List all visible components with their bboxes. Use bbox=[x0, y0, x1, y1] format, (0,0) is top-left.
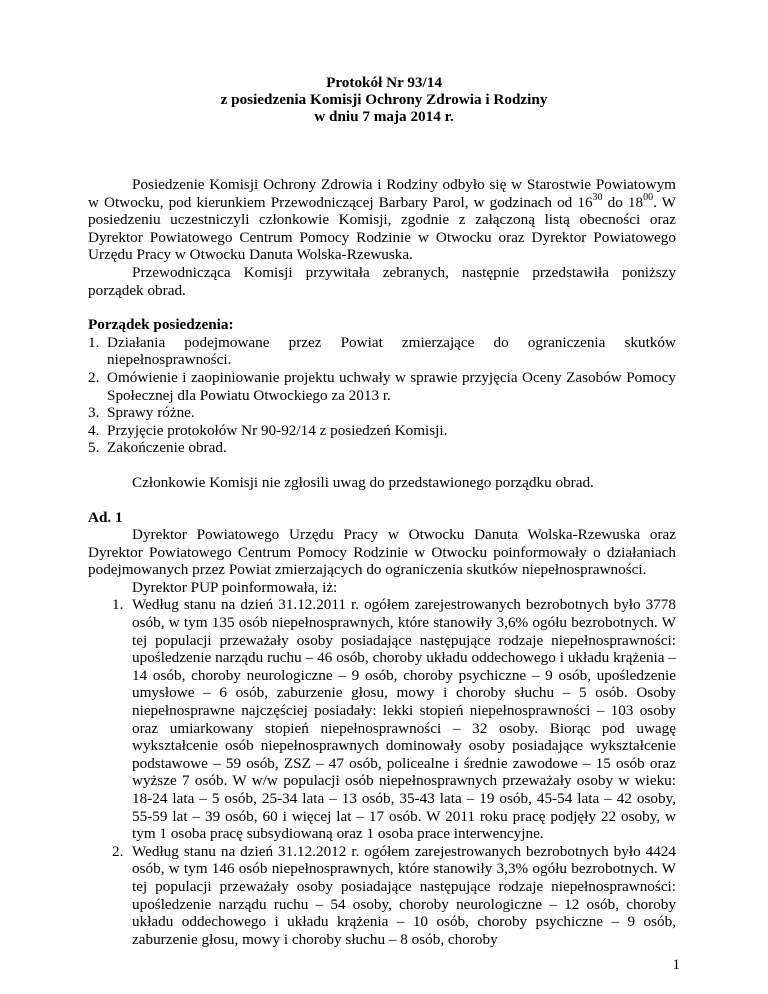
no-remarks-paragraph: Członkowie Komisji nie zgłosili uwag do przedstawionego porządku obrad. bbox=[132, 473, 594, 491]
agenda-list bbox=[88, 334, 676, 457]
agenda-item: 2. Omówienie i zaopiniowanie projektu uchwały w sprawie przyjęcia Oceny Zasobów Pomocy Społecznej dla Powiatu Otwockiego za 2013 r. bbox=[88, 368, 676, 404]
pup-list-item: 2. Według stanu na dzień 31.12.2012 r. ogółem zarejestrowanych bezrobotnych było 4424 osób, w tym 146 osób niepełnosprawnych, które stanowiły 3,3% ogółu bezrobotnych. W tej populacji przeważały osoby posiadające następujące rodzaje niepełnosprawności: upośledzenie narządu ruchu – 54 osoby, choroby neurologiczne – 12 osób, choroby układu oddechowego i układu krążenia – 10 osób, choroby psychiczne – 9 osób, zaburzenie głosu, mowy i choroby słuchu – 8 osób, choroby bbox=[112, 842, 676, 948]
pup-list bbox=[88, 596, 676, 948]
ad1-heading: Ad. 1 bbox=[88, 508, 123, 526]
agenda-item: 3. Sprawy różne. bbox=[88, 404, 195, 422]
intro-paragraph-2: Przewodnicząca Komisji przywitała zebranych, następnie przedstawiła poniższy porządek obrad. bbox=[88, 263, 676, 299]
agenda-item: 4. Przyjęcie protokołów Nr 90-92/14 z posiedzeń Komisji. bbox=[88, 421, 448, 439]
title-line-1: Protokół Nr 93/14 bbox=[326, 74, 442, 91]
ad1-paragraph-2: Dyrektor PUP poinformowała, iż: bbox=[132, 578, 338, 596]
title-line-3: w dniu 7 maja 2014 r. bbox=[314, 108, 454, 125]
page-number: 1 bbox=[672, 957, 680, 973]
document-body bbox=[88, 176, 676, 948]
title-line-2: z posiedzenia Komisji Ochrony Zdrowia i Rodziny bbox=[220, 91, 548, 108]
ad1-paragraph: Dyrektor Powiatowego Urzędu Pracy w Otwocku Danuta Wolska-Rzewuska oraz Dyrektor Powiatowego Centrum Pomocy Rodzinie w Otwocku poinformowały o działaniach podejmowanych przez Powiat zmierzających do ograniczenia skutków niepełnosprawności. bbox=[88, 526, 676, 579]
document-title bbox=[0, 74, 768, 125]
intro-paragraph: Posiedzenie Komisji Ochrony Zdrowia i Rodziny odbyło się w Starostwie Powiatowym w Otwocku, pod kierunkiem Przewodniczącej Barbary Parol, w godzinach od $16^{30}$ do $18^{00}$. W posiedzeniu uczestniczyli członkowie Komisji, zgodnie z załączoną listą obecności oraz Dyrektor Powiatowego Centrum Pomocy Rodzinie w Otwocku oraz Dyrektor Powiatowego Urzędu Pracy w Otwocku Danuta Wolska-Rzewuska. bbox=[88, 176, 677, 264]
agenda-heading: Porządek posiedzenia: bbox=[88, 316, 234, 334]
pup-list-item: 1. Według stanu na dzień 31.12.2011 r. ogółem zarejestrowanych bezrobotnych było 3778 osób, w tym 135 osób niepełnosprawnych, które stanowiły 3,6% ogółu bezrobotnych. W tej populacji przeważały osoby posiadające następujące rodzaje niepełnosprawności: upośledzenie narządu ruchu – 46 osób, choroby układu oddechowego i układu krążenia – 14 osób, choroby neurologiczne – 9 osób, choroby psychiczne – 9 osób, upośledzenie umysłowe – 6 osób, zaburzenie głosu, mowy i choroby słuchu – 5 osób. Osoby niepełnosprawne najczęściej posiadały: lekki stopień niepełnosprawności – 103 osoby oraz umiarkowany stopień niepełnosprawności – 32 osoby. Biorąc pod uwagę wykształcenie osób niepełnosprawnych dominowały osoby posiadające wykształcenie podstawowe – 59 osób, ZSZ – 47 osób, policealne i średnie zawodowe – 15 osób oraz wyższe 7 osób. W w/w populacji osób niepełnosprawnych przeważały osoby w wieku: 18-24 lata – 5 osób, 25-34 lata – 13 osób, 35-43 lata – 19 osób, 45-54 lata – 42 osoby, 55-59 lat – 39 osób, 60 i więcej lat – 17 osób. W 2011 roku pracę podjęły 22 osoby, w tym 1 osoba pracę subsydiowaną oraz 1 osoba prace interwencyjne. bbox=[112, 596, 676, 843]
agenda-item: 1. Działania podejmowane przez Powiat zmierzające do ograniczenia skutków niepełnosprawności. bbox=[88, 333, 676, 369]
agenda-item: 5. Zakończenie obrad. bbox=[88, 439, 227, 457]
